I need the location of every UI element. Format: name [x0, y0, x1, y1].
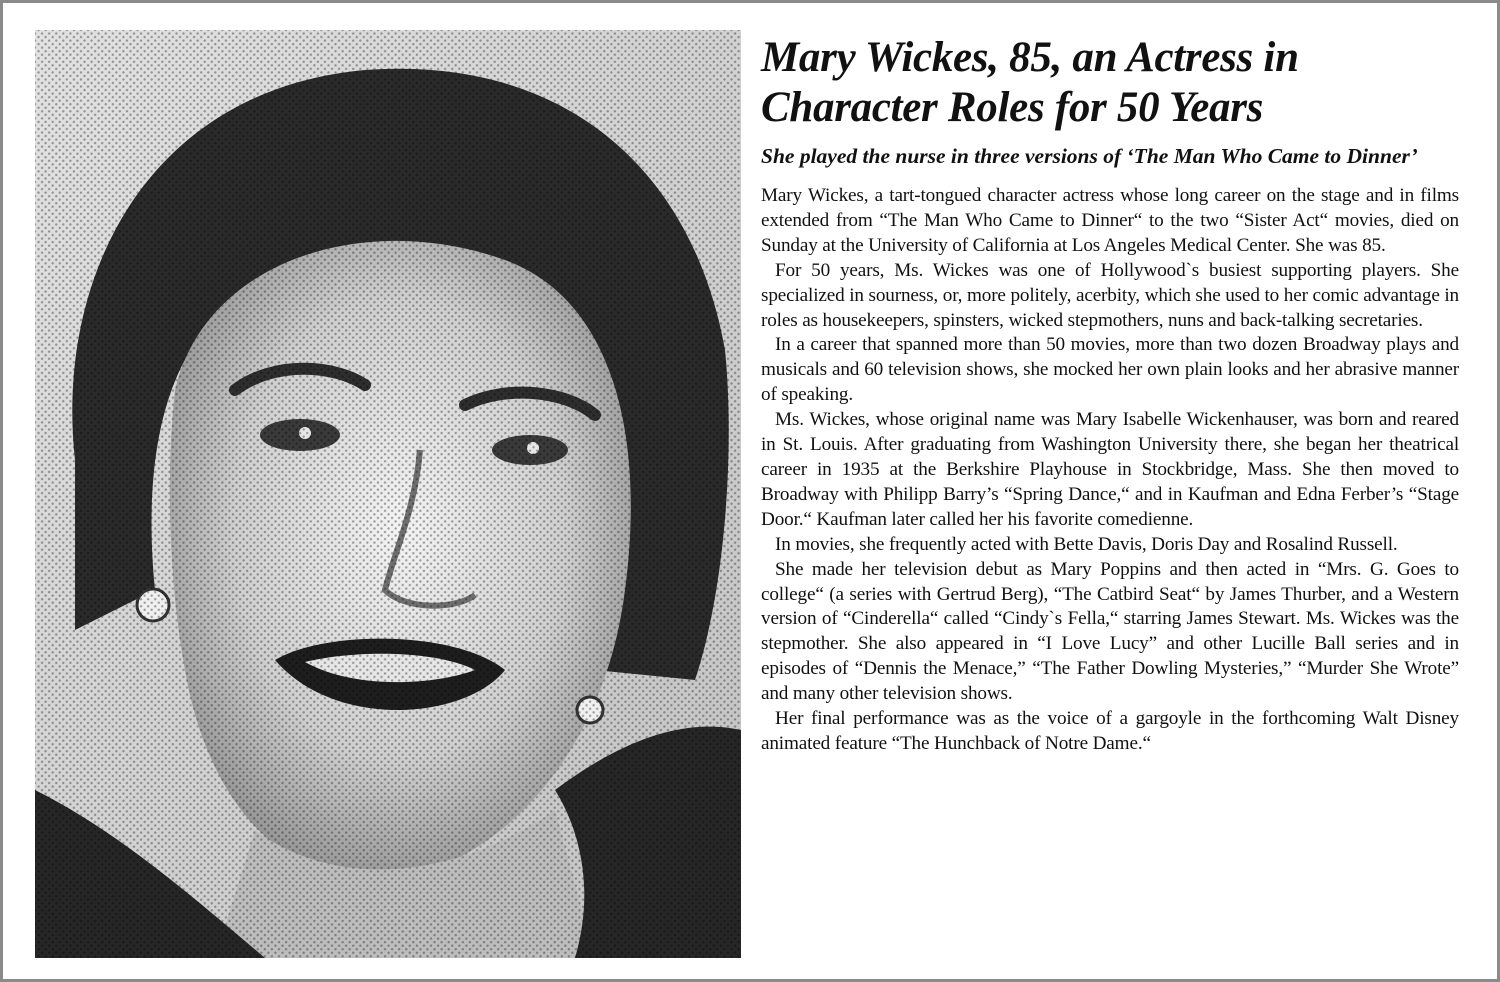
portrait-photo — [35, 30, 741, 958]
headline: Mary Wickes, 85, an Actress in Character Roles for 50 Years — [761, 34, 1299, 131]
paragraph: For 50 years, Ms. Wickes was one of Hollywood`s busiest supporting players. She specialized in sourness, or, more politely, acerbity, which she used to her comic advantage in roles as housekeepers, spinsters, wicked stepmothers, nuns and back-talking secretaries. — [761, 259, 1459, 331]
halftone-portrait-icon — [35, 30, 741, 958]
subheadline: She played the nurse in three versions of ‘The Man Who Came to Dinner’ — [761, 144, 1418, 168]
article — [761, 33, 1459, 953]
paragraph: In movies, she frequently acted with Bette Davis, Doris Day and Rosalind Russell. — [775, 533, 1398, 555]
paragraph: Her final performance was as the voice of a gargoyle in the forthcoming Walt Disney animated feature “The Hunchback of Notre Dame.“ — [761, 708, 1459, 754]
paragraph: Mary Wickes, a tart-tongued character actress whose long career on the stage and in films extended from “The Man Who Came to Dinner“ to the two “Sister Act“ movies, died on Sunday at the University of California at Los Angeles Medical Center. She was 85. — [761, 185, 1459, 256]
article-body — [761, 184, 1459, 757]
paragraph: She made her television debut as Mary Poppins and then acted in “Mrs. G. Goes to college“ (a series with Gertrud Berg), “The Catbird Seat“ by James Thurber, and a Western version of “Cinderella“ called “Cindy`s Fella,“ starring James Stewart. Ms. Wickes was the stepmother. She also appeared in “I Love Lucy” and other Lucille Ball series and in episodes of “Dennis the Menace,” “The Father Dowling Mysteries,” “Murder She Wrote” and many other television shows. — [761, 558, 1459, 705]
paragraph: Ms. Wickes, whose original name was Mary Isabelle Wickenhauser, was born and reared in St. Louis. After graduating from Washington University there, she began her theatrical career in 1935 at the Berkshire Playhouse in Stockbridge, Mass. She then moved to Broadway with Philipp Barry’s “Spring Dance,“ and in Kaufman and Edna Ferber’s “Stage Door.“ Kaufman later called her his favorite comedienne. — [761, 409, 1459, 530]
paragraph: In a career that spanned more than 50 movies, more than two dozen Broadway plays and musicals and 60 television shows, she mocked her own plain looks and her abrasive manner of speaking. — [761, 334, 1459, 406]
